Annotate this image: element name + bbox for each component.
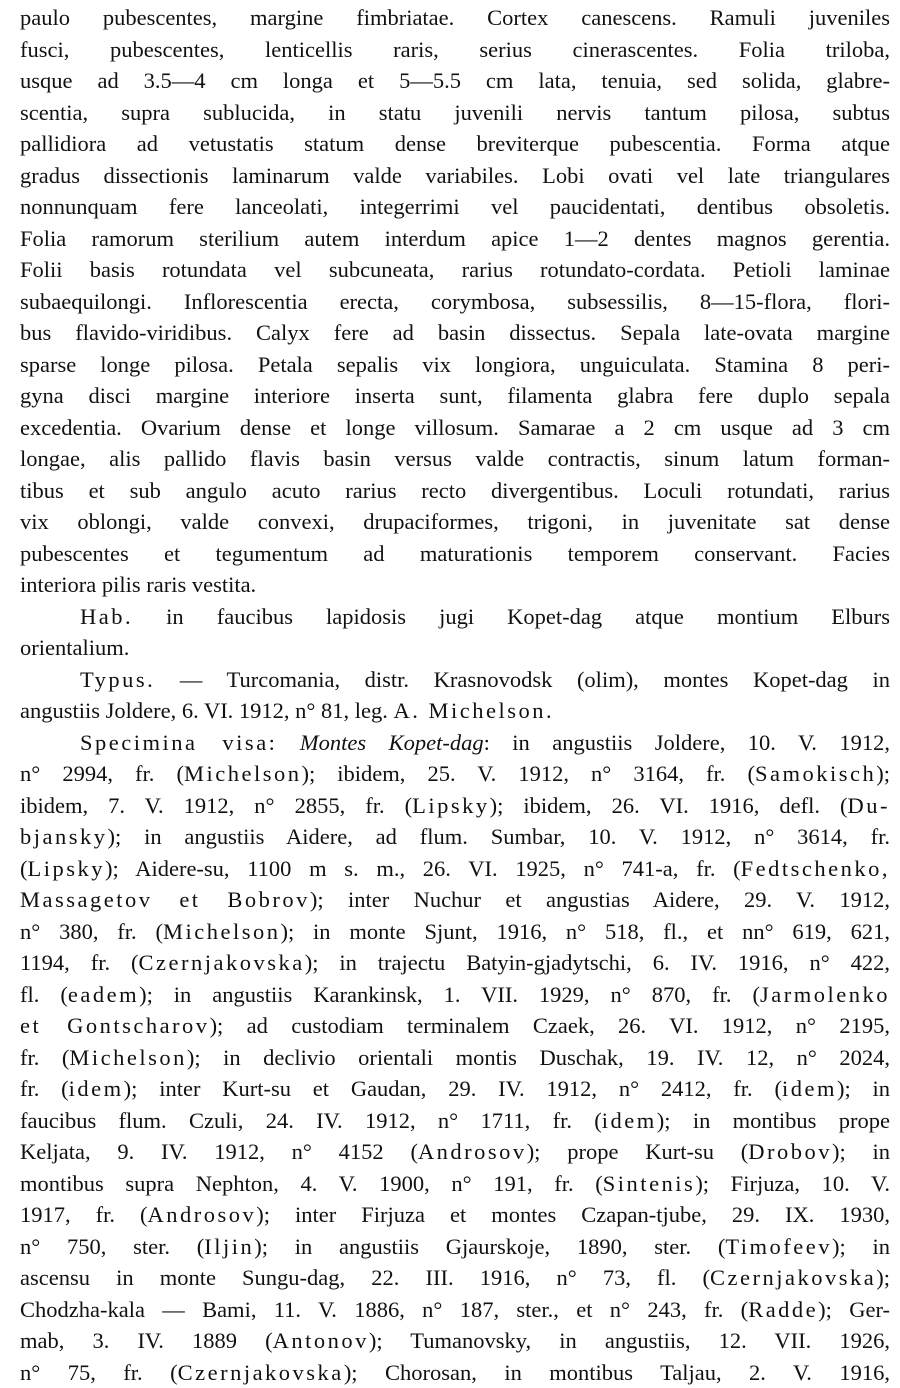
text-run: ); Aidere-su, 1100 m s. m., 26. VI. 1925, n° 741-a, fr. ( xyxy=(105,856,741,881)
text-line xyxy=(20,1199,890,1231)
text-line xyxy=(20,1010,890,1042)
text-line xyxy=(20,506,890,538)
text-run: fr. ( xyxy=(20,1045,69,1070)
text-line xyxy=(20,1294,890,1326)
spaced-name: Sintenis xyxy=(603,1171,696,1196)
text-run: n° 380, fr. ( xyxy=(20,919,163,944)
spaced-name: Fedtschenko, xyxy=(741,856,890,881)
spaced-name: idem xyxy=(69,1076,124,1101)
spaced-name: Timofeev xyxy=(725,1234,832,1259)
text-run: ); in angustiis Karankinsk, 1. VII. 1929, n° 870, fr. ( xyxy=(139,982,760,1007)
text-run: scentia, supra sublucida, in statu juvenili nervis tantum pilosa, subtus xyxy=(20,100,890,125)
text-run: ); xyxy=(876,1265,890,1290)
text-run: excedentia. Ovarium dense et longe villosum. Samarae a 2 cm usque ad 3 cm xyxy=(20,415,890,440)
spaced-name: Typus. xyxy=(80,667,155,692)
text-run: usque ad 3.5—4 cm longa et 5—5.5 cm lata, tenuia, sed solida, glabre- xyxy=(20,68,890,93)
text-run: n° 2994, fr. ( xyxy=(20,761,184,786)
text-line xyxy=(20,1168,890,1200)
text-run: ibidem, 7. V. 1912, n° 2855, fr. ( xyxy=(20,793,412,818)
text-run: faucibus flum. Czuli, 24. IV. 1912, n° 1711, fr. ( xyxy=(20,1108,602,1133)
text-run: Chodzha-kala — Bami, 11. V. 1886, n° 187, ster., et n° 243, fr. ( xyxy=(20,1297,748,1322)
spaced-name: Du- xyxy=(848,793,890,818)
text-run: fusci, pubescentes, lenticellis raris, serius cinerascentes. Folia triloba, xyxy=(20,37,890,62)
text-run: pallidiora ad vetustatis statum dense breviterque pubescentia. Forma atque xyxy=(20,131,890,156)
paragraph xyxy=(20,664,890,727)
text-run: ); Ger- xyxy=(818,1297,890,1322)
spaced-name: bjansky xyxy=(20,824,108,849)
spaced-name: Czernjakovska xyxy=(710,1265,876,1290)
text-run: Folia ramorum sterilium autem interdum apice 1—2 dentes magnos gerentia. xyxy=(20,226,890,251)
text-run: — Turcomania, distr. Krasnovodsk (olim), montes Kopet-dag in xyxy=(155,667,890,692)
text-line xyxy=(20,821,890,853)
text-line xyxy=(20,97,890,129)
spaced-name: Jarmolenko xyxy=(760,982,890,1007)
text-run: nonnunquam fere lanceolati, integerrimi vel paucidentati, dentibus obsoletis. xyxy=(20,194,890,219)
spaced-name: Hab. xyxy=(80,604,133,629)
text-run: mab, 3. IV. 1889 ( xyxy=(20,1328,273,1353)
text-run: ); ad custodiam terminalem Czaek, 26. VI. 1912, n° 2195, xyxy=(210,1013,890,1038)
text-run: n° 750, ster. ( xyxy=(20,1234,204,1259)
text-line xyxy=(20,1231,890,1263)
text-line xyxy=(20,727,890,759)
text-line xyxy=(20,695,890,727)
text-run: fr. ( xyxy=(20,1076,69,1101)
spaced-name: A. Michelson. xyxy=(394,698,555,723)
text-line xyxy=(20,916,890,948)
text-run: fl. ( xyxy=(20,982,68,1007)
spaced-name: Drobov xyxy=(748,1139,832,1164)
text-run: ); Firjuza, 10. V. xyxy=(695,1171,890,1196)
spaced-name: Antonov xyxy=(273,1328,369,1353)
text-run: ascensu in monte Sungu-dag, 22. III. 1916, n° 73, fl. ( xyxy=(20,1265,710,1290)
text-run: ); in xyxy=(832,1139,890,1164)
text-line xyxy=(20,412,890,444)
text-line xyxy=(20,2,890,34)
text-line xyxy=(20,65,890,97)
text-line xyxy=(20,947,890,979)
text-line xyxy=(20,1105,890,1137)
text-line xyxy=(20,160,890,192)
text-line xyxy=(20,569,890,601)
spaced-name: Massagetov et Bobrov xyxy=(20,887,310,912)
text-line xyxy=(20,1325,890,1357)
text-line xyxy=(20,443,890,475)
text-run: ); inter Firjuza et montes Czapan-tjube, 29. IX. 1930, xyxy=(256,1202,890,1227)
text-line xyxy=(20,223,890,255)
text-run: ); in trajectu Batyin-gjadytschi, 6. IV. 1916, n° 422, xyxy=(305,950,890,975)
spaced-name: et Gontscharov xyxy=(20,1013,210,1038)
text-run: ); prope Kurt-su ( xyxy=(527,1139,749,1164)
spaced-name: Androsov xyxy=(418,1139,527,1164)
spaced-name: Michelson xyxy=(184,761,302,786)
spaced-name: Specimina visa: xyxy=(80,730,277,755)
text-line xyxy=(20,349,890,381)
text-run: ); Chorosan, in montibus Taljau, 2. V. 1916, xyxy=(344,1360,890,1385)
text-line xyxy=(20,34,890,66)
spaced-name: Czernjakovska xyxy=(139,950,305,975)
text-run: subaequilongi. Inflorescentia erecta, corymbosa, subsessilis, 8—15-flora, flori- xyxy=(20,289,890,314)
spaced-name: idem xyxy=(602,1108,657,1133)
paragraph xyxy=(20,601,890,664)
spaced-name: eadem xyxy=(68,982,139,1007)
text-run: gyna disci margine interiore inserta sunt, filamenta glabra fere duplo sepala xyxy=(20,383,890,408)
text-run: ); in xyxy=(832,1234,890,1259)
text-line xyxy=(20,475,890,507)
spaced-name: Iljin xyxy=(204,1234,254,1259)
text-run: n° 75, fr. ( xyxy=(20,1360,178,1385)
spaced-name: Czernjakovska xyxy=(178,1360,344,1385)
spaced-name: Lipsky xyxy=(412,793,490,818)
text-line xyxy=(20,1042,890,1074)
text-run: tibus et sub angulo acuto rarius recto divergentibus. Loculi rotundati, rarius xyxy=(20,478,890,503)
text-line xyxy=(20,380,890,412)
paragraph xyxy=(20,727,890,1388)
spaced-name: Radde xyxy=(748,1297,818,1322)
text-line xyxy=(20,538,890,570)
text-run: 1917, fr. ( xyxy=(20,1202,148,1227)
text-run: ); xyxy=(876,761,890,786)
text-run xyxy=(277,730,299,755)
text-run: ); Tumanovsky, in angustiis, 12. VII. 1926, xyxy=(369,1328,890,1353)
paragraph xyxy=(20,2,890,601)
text-line xyxy=(20,254,890,286)
spaced-name: Michelson xyxy=(163,919,281,944)
text-line xyxy=(20,191,890,223)
text-run: ); in angustiis Aidere, ad flum. Sumbar, 10. V. 1912, n° 3614, fr. xyxy=(108,824,891,849)
spaced-name: Michelson xyxy=(69,1045,187,1070)
text-run: ); in xyxy=(837,1076,890,1101)
text-run: ( xyxy=(20,856,28,881)
text-line xyxy=(20,758,890,790)
text-line xyxy=(20,128,890,160)
text-run: ); ibidem, 26. VI. 1916, defl. ( xyxy=(490,793,848,818)
text-run: bus flavido-viridibus. Calyx fere ad basin dissectus. Sepala late-ovata margine xyxy=(20,320,890,345)
text-run: montibus supra Nephton, 4. V. 1900, n° 191, fr. ( xyxy=(20,1171,603,1196)
text-run: in faucibus lapidosis jugi Kopet-dag atque montium Elburs xyxy=(133,604,890,629)
text-run: Folii basis rotundata vel subcuneata, rarius rotundato-cordata. Petioli laminae xyxy=(20,257,890,282)
text-run: ); in monte Sjunt, 1916, n° 518, fl., et nn° 619, 621, xyxy=(280,919,890,944)
text-line xyxy=(20,664,890,696)
text-line xyxy=(20,1136,890,1168)
text-run: paulo pubescentes, margine fimbriatae. Cortex canescens. Ramuli juveniles xyxy=(20,5,890,30)
text-line xyxy=(20,1073,890,1105)
italic-locality: Montes Kopet-dag xyxy=(300,730,484,755)
spaced-name: Lipsky xyxy=(28,856,106,881)
text-line xyxy=(20,979,890,1011)
document-page xyxy=(20,2,890,1388)
text-run: longae, alis pallido flavis basin versus valde contractis, sinum latum forman- xyxy=(20,446,890,471)
text-run: ); ibidem, 25. V. 1912, n° 3164, fr. ( xyxy=(301,761,755,786)
text-run: interiora pilis raris vestita. xyxy=(20,572,256,597)
spaced-name: idem xyxy=(782,1076,837,1101)
text-line xyxy=(20,790,890,822)
text-run: sparse longe pilosa. Petala sepalis vix longiora, unguiculata. Stamina 8 peri- xyxy=(20,352,890,377)
text-run: Keljata, 9. IV. 1912, n° 4152 ( xyxy=(20,1139,418,1164)
text-line xyxy=(20,1357,890,1388)
text-line xyxy=(20,884,890,916)
text-line xyxy=(20,286,890,318)
text-run: pubescentes et tegumentum ad maturationis temporem conservant. Facies xyxy=(20,541,890,566)
text-line xyxy=(20,601,890,633)
text-run: orientalium. xyxy=(20,635,129,660)
text-line xyxy=(20,1262,890,1294)
text-line xyxy=(20,853,890,885)
text-line xyxy=(20,632,890,664)
text-run: ); in declivio orientali montis Duschak, 19. IV. 12, n° 2024, xyxy=(187,1045,890,1070)
text-run: ); inter Nuchur et angustias Aidere, 29. V. 1912, xyxy=(310,887,890,912)
text-run: vix oblongi, valde convexi, drupaciformes, trigoni, in juvenitate sat dense xyxy=(20,509,890,534)
text-line xyxy=(20,317,890,349)
spaced-name: Androsov xyxy=(148,1202,257,1227)
text-run: ); inter Kurt-su et Gaudan, 29. IV. 1912, n° 2412, fr. ( xyxy=(124,1076,782,1101)
text-run: 1194, fr. ( xyxy=(20,950,139,975)
text-run: : in angustiis Joldere, 10. V. 1912, xyxy=(484,730,890,755)
spaced-name: Samokisch xyxy=(755,761,876,786)
text-run: ); in angustiis Gjaurskoje, 1890, ster. ( xyxy=(254,1234,725,1259)
text-run: ); in montibus prope xyxy=(657,1108,890,1133)
text-run: angustiis Joldere, 6. VI. 1912, n° 81, leg. xyxy=(20,698,394,723)
text-run: gradus dissectionis laminarum valde variabiles. Lobi ovati vel late triangulares xyxy=(20,163,890,188)
